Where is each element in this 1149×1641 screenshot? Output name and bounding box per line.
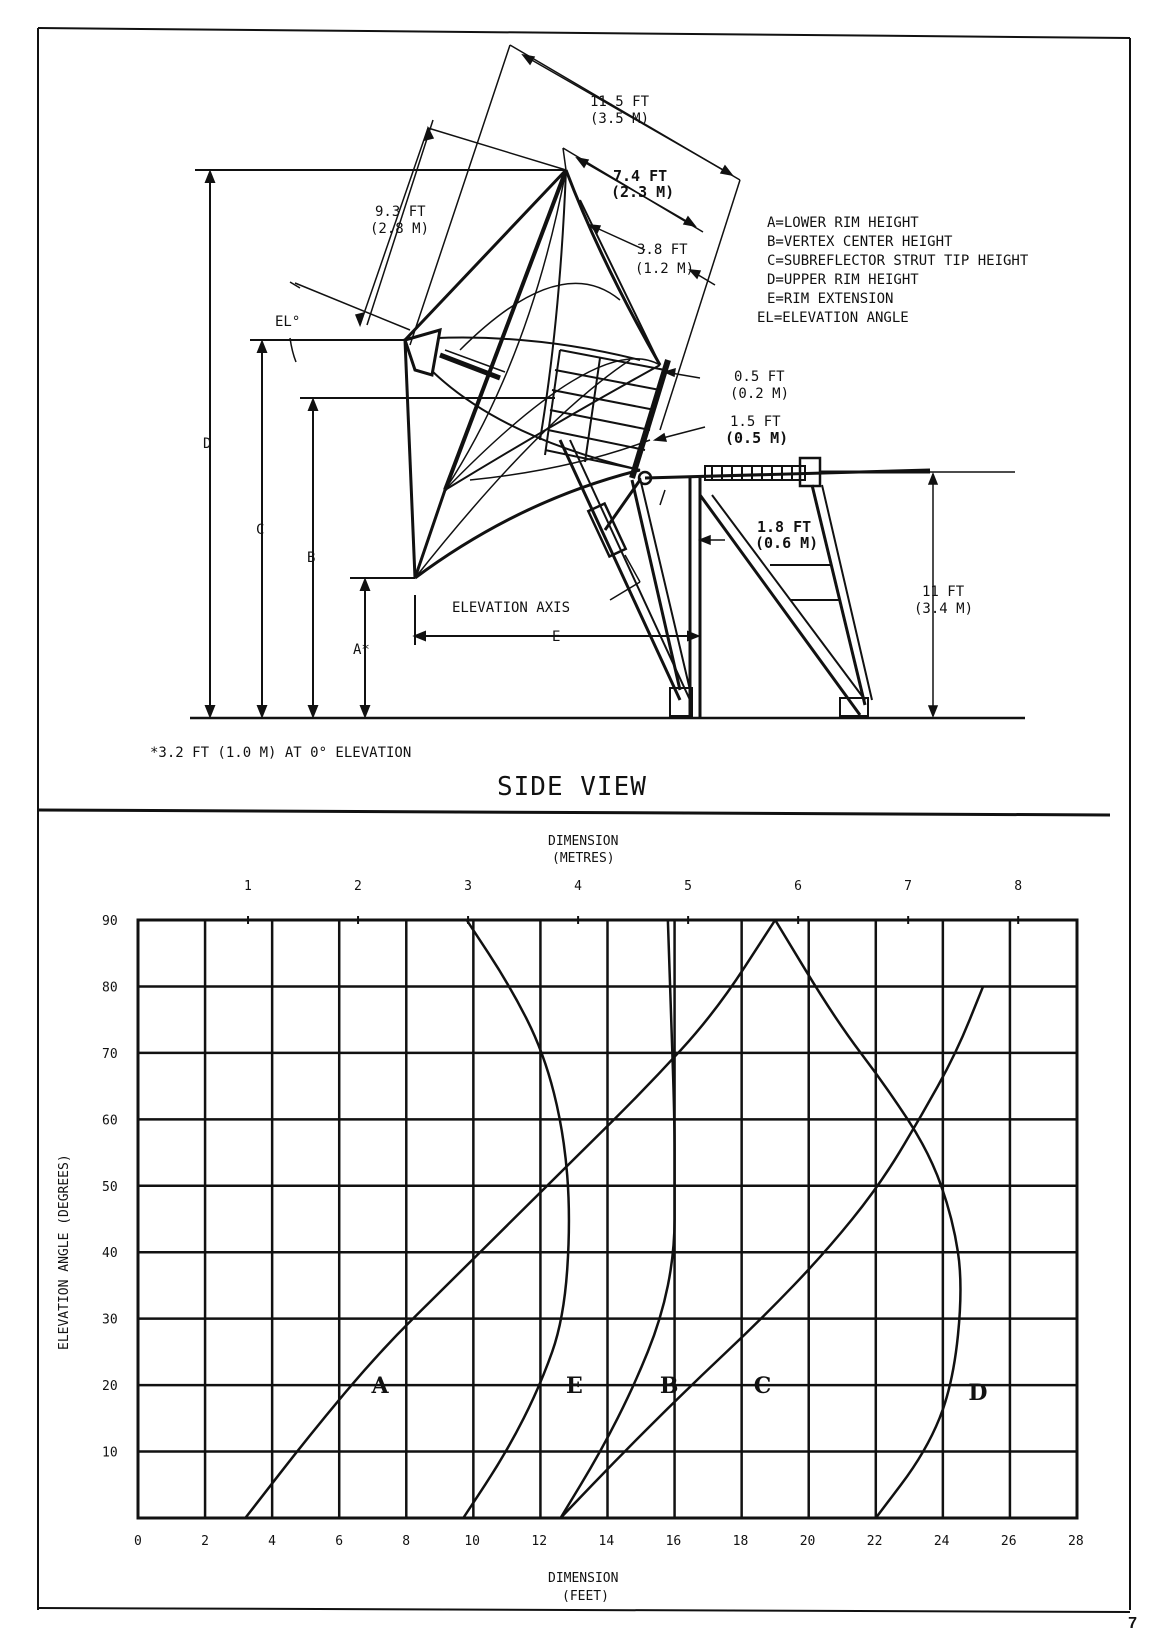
series-curve-a bbox=[245, 920, 775, 1518]
dim-0-5-m: (0.2 M) bbox=[730, 386, 790, 402]
label-el: EL° bbox=[275, 314, 301, 330]
dim-3-8-ft: 3.8 FT bbox=[637, 242, 688, 258]
x-top-tick: 6 bbox=[794, 879, 802, 894]
x-top-tick: 3 bbox=[464, 879, 472, 894]
x-bottom-tick: 22 bbox=[866, 1534, 883, 1549]
chart-ticks-group bbox=[102, 879, 1084, 1549]
x-top-tick: 4 bbox=[574, 879, 582, 894]
legend-e: E=RIM EXTENSION bbox=[767, 291, 894, 307]
x-bottom-tick: 14 bbox=[598, 1534, 615, 1549]
dim-11-ft: 11 FT bbox=[922, 584, 965, 600]
x-bottom-tick: 20 bbox=[799, 1534, 816, 1549]
page-number: 7 bbox=[1128, 1615, 1137, 1632]
x-top-tick: 8 bbox=[1014, 879, 1023, 894]
dim-11-5-m: (3.5 M) bbox=[590, 111, 650, 127]
dim-1-8-m: (0.6 M) bbox=[755, 534, 819, 552]
y-axis-label: ELEVATION ANGLE (DEGREES) bbox=[57, 1154, 72, 1350]
dim-3-8-m: (1.2 M) bbox=[635, 261, 695, 277]
side-view-labels bbox=[150, 94, 1029, 802]
label-c: C bbox=[256, 522, 265, 538]
y-tick: 30 bbox=[102, 1312, 118, 1328]
dim-11-5-ft: 11.5 FT bbox=[590, 94, 650, 110]
x-bottom-tick: 0 bbox=[134, 1534, 142, 1549]
y-tick: 90 bbox=[102, 914, 118, 929]
legend-c: C=SUBREFLECTOR STRUT TIP HEIGHT bbox=[767, 253, 1029, 269]
dim-7-4-m: (2.3 M) bbox=[611, 183, 675, 201]
x-top-axis-label-2: (METRES) bbox=[552, 851, 615, 866]
series-label-e: E bbox=[565, 1373, 583, 1400]
x-bottom-tick: 8 bbox=[402, 1534, 411, 1549]
chart-series-labels-group bbox=[370, 1373, 987, 1406]
series-curve-d bbox=[775, 920, 960, 1518]
x-bottom-axis-label-2: (FEET) bbox=[562, 1589, 609, 1604]
y-tick: 50 bbox=[102, 1179, 118, 1195]
label-a: A* bbox=[353, 642, 370, 658]
x-bottom-tick: 4 bbox=[268, 1534, 276, 1549]
series-label-a: A bbox=[371, 1373, 389, 1400]
x-bottom-tick: 24 bbox=[933, 1534, 950, 1549]
x-bottom-tick: 10 bbox=[464, 1534, 481, 1549]
dim-1-5-m: (0.5 M) bbox=[725, 429, 789, 447]
y-tick: 80 bbox=[102, 980, 118, 996]
y-tick: 60 bbox=[102, 1113, 118, 1129]
series-label-d: D bbox=[968, 1379, 988, 1406]
legend-a: A=LOWER RIM HEIGHT bbox=[767, 215, 919, 231]
y-tick: 10 bbox=[102, 1445, 118, 1461]
side-view-title: SIDE VIEW bbox=[497, 772, 647, 802]
legend-b: B=VERTEX CENTER HEIGHT bbox=[767, 234, 953, 250]
legend-el: EL=ELEVATION ANGLE bbox=[757, 310, 909, 326]
dim-9-3-m: (2.8 M) bbox=[370, 221, 430, 237]
x-top-tick: 5 bbox=[684, 879, 692, 894]
x-bottom-axis-label-1: DIMENSION bbox=[548, 1571, 619, 1586]
dim-7-4-ft: 7.4 FT bbox=[613, 167, 668, 185]
x-top-tick: 7 bbox=[904, 879, 912, 894]
y-tick: 40 bbox=[102, 1246, 118, 1262]
dim-9-3-ft: 9.3 FT bbox=[375, 204, 426, 220]
dim-1-5-ft: 1.5 FT bbox=[730, 414, 781, 430]
y-tick: 20 bbox=[102, 1379, 118, 1395]
x-top-axis-label-1: DIMENSION bbox=[548, 834, 619, 849]
y-tick: 70 bbox=[102, 1046, 118, 1062]
x-bottom-tick: 6 bbox=[335, 1534, 344, 1549]
label-b: B bbox=[307, 550, 316, 566]
label-e: E bbox=[552, 629, 561, 645]
x-top-tick: 1 bbox=[244, 879, 252, 894]
dish-reflector bbox=[405, 170, 665, 578]
side-view-diagram bbox=[190, 45, 1025, 718]
x-top-tick: 2 bbox=[354, 879, 362, 894]
dim-11-m: (3.4 M) bbox=[914, 601, 974, 617]
x-bottom-tick: 12 bbox=[531, 1534, 548, 1549]
x-bottom-tick: 2 bbox=[201, 1534, 209, 1549]
x-bottom-tick: 18 bbox=[732, 1534, 749, 1549]
x-bottom-tick: 26 bbox=[1000, 1534, 1017, 1549]
dim-1-8-ft: 1.8 FT bbox=[757, 518, 812, 536]
chart-series-group bbox=[245, 920, 983, 1518]
label-d: D bbox=[203, 436, 212, 452]
dim-0-5-ft: 0.5 FT bbox=[734, 369, 785, 385]
elevation-chart bbox=[57, 834, 1084, 1604]
footnote: *3.2 FT (1.0 M) AT 0° ELEVATION bbox=[150, 745, 412, 761]
label-elevation-axis: ELEVATION AXIS bbox=[452, 600, 571, 616]
x-bottom-tick: 16 bbox=[665, 1534, 682, 1549]
legend-d: D=UPPER RIM HEIGHT bbox=[767, 272, 919, 288]
series-label-c: C bbox=[753, 1373, 772, 1400]
series-label-b: B bbox=[659, 1373, 679, 1400]
series-curve-e bbox=[463, 920, 569, 1518]
series-curve-b bbox=[561, 920, 675, 1518]
x-bottom-tick: 28 bbox=[1068, 1534, 1084, 1549]
